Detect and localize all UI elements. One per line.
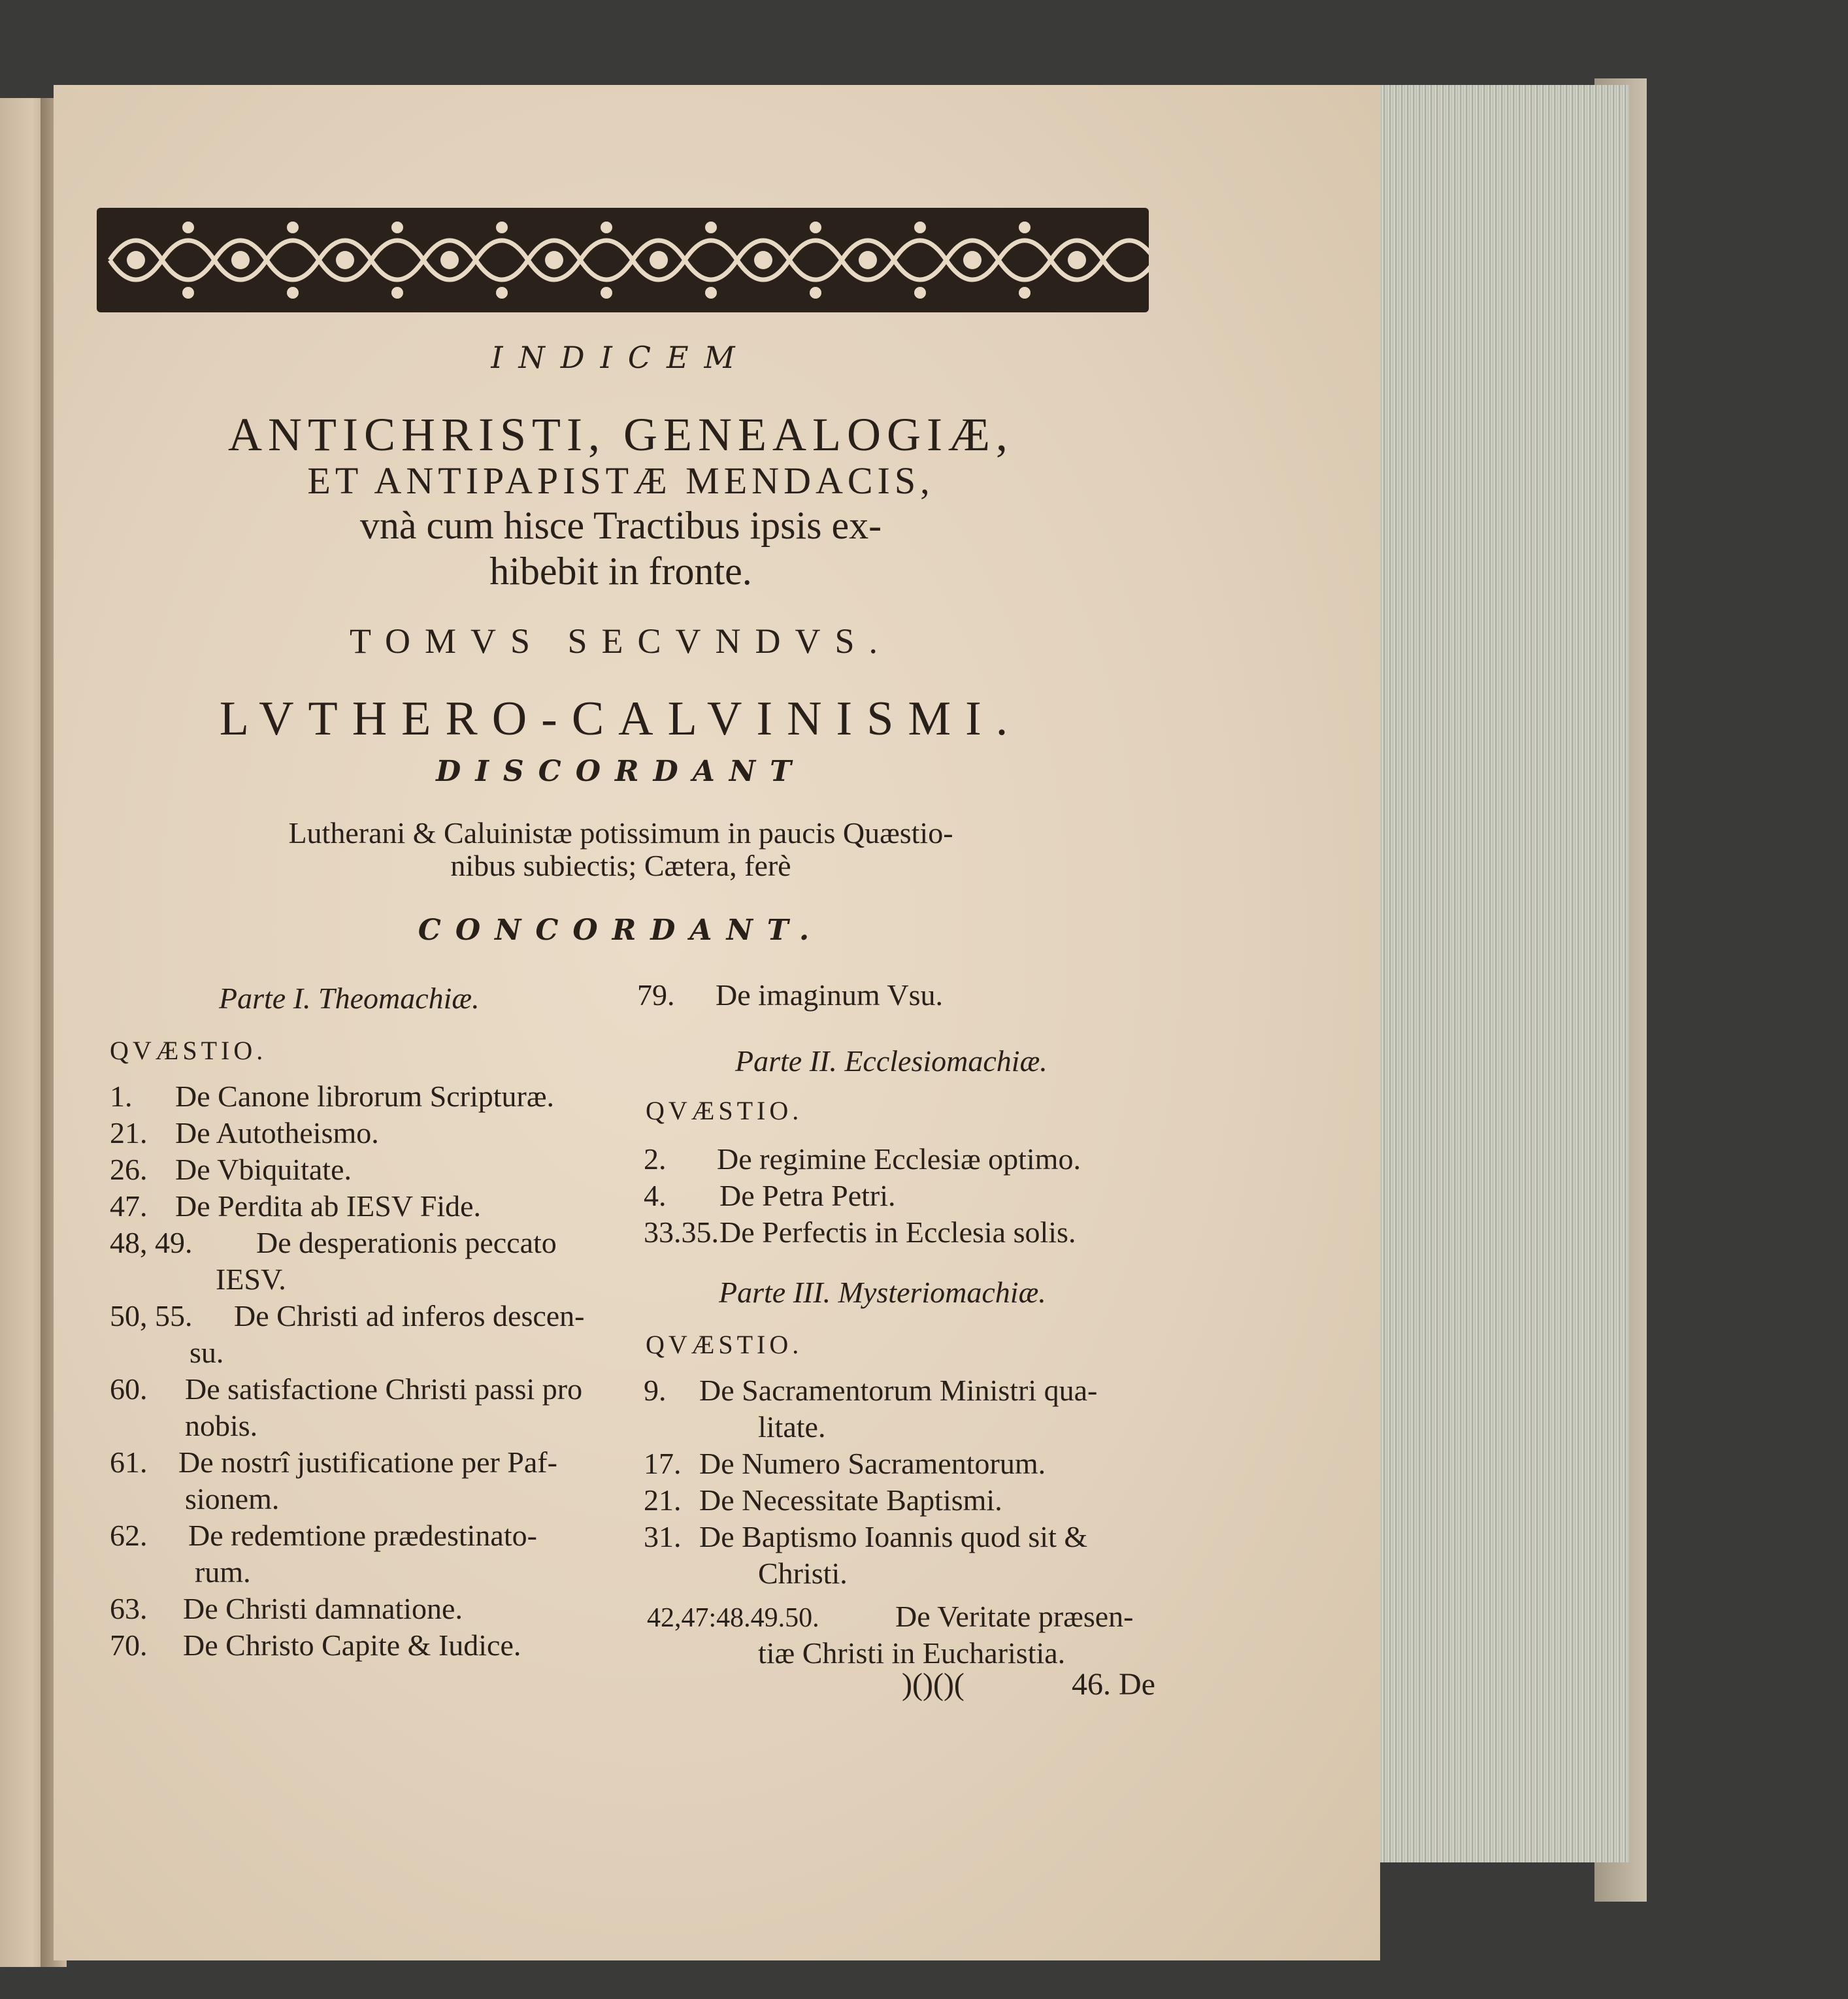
tomus-heading: TOMVS SECVNDVS. xyxy=(349,621,893,661)
list-item: 61. De nostrî justificatione per Paf- xyxy=(110,1446,557,1479)
list-item: 47. De Perdita ab IESV Fide. xyxy=(110,1189,482,1223)
title-line-vna-cum: vnà cum hisce Tractibus ipsis ex- xyxy=(359,504,882,547)
list-item: 50, 55. De Christi ad inferos descen- xyxy=(110,1299,585,1332)
page-block-edge xyxy=(1366,85,1629,1862)
luthero-calvinismi-heading: LVTHERO-CALVINISMI. xyxy=(219,692,1023,746)
title-line-antipapistae: ET ANTIPAPISTÆ MENDACIS, xyxy=(307,459,934,502)
list-item: 70. De Christo Capite & Iudice. xyxy=(110,1628,521,1662)
list-item-continuation: sionem. xyxy=(185,1482,280,1515)
part-1-heading: Parte I. Theomachiæ. xyxy=(219,982,480,1015)
list-item: 31. De Baptismo Ioannis quod sit & xyxy=(644,1520,1088,1553)
list-item: 26. De Vbiquitate. xyxy=(110,1153,352,1186)
list-item: 2. De regimine Ecclesiæ optimo. xyxy=(644,1142,1081,1176)
decorative-headpiece xyxy=(97,208,1149,312)
part-2-heading: Parte II. Ecclesiomachiæ. xyxy=(735,1044,1048,1078)
part-3-heading: Parte III. Mysteriomachiæ. xyxy=(719,1276,1046,1309)
title-line-hibebit: hibebit in fronte. xyxy=(489,550,752,593)
list-item: 63. De Christi damnatione. xyxy=(110,1592,463,1625)
list-item: 1. De Canone librorum Scripturæ. xyxy=(110,1080,555,1113)
list-item-continuation: litate. xyxy=(758,1410,826,1444)
list-item: 17. De Numero Sacramentorum. xyxy=(644,1447,1046,1480)
list-item: 48, 49. De desperationis peccato xyxy=(110,1226,557,1259)
questio-label: QVÆSTIO. xyxy=(646,1330,803,1359)
signature-mark: )()()( xyxy=(902,1667,965,1702)
list-item: 79. De imaginum Vsu. xyxy=(637,978,943,1012)
list-item-continuation: IESV. xyxy=(216,1263,286,1296)
lutherani-line-2: nibus subiectis; Cætera, ferè xyxy=(450,849,791,882)
concordant-heading: CONCORDANT. xyxy=(418,914,824,947)
catchword: 46. De xyxy=(1072,1667,1155,1702)
list-item-continuation: nobis. xyxy=(185,1409,258,1442)
list-item: 21. De Autotheismo. xyxy=(110,1116,379,1149)
list-item: 60. De satisfactione Christi passi pro xyxy=(110,1372,583,1406)
list-item: 4. De Petra Petri. xyxy=(644,1179,896,1212)
list-item: 21. De Necessitate Baptismi. xyxy=(644,1483,1002,1517)
list-item-continuation: tiæ Christi in Eucharistia. xyxy=(758,1636,1066,1670)
list-item: 33.35.De Perfectis in Ecclesia solis. xyxy=(644,1215,1076,1249)
list-item-continuation: rum. xyxy=(195,1555,251,1589)
list-item-continuation: su. xyxy=(190,1336,224,1369)
discordant-heading: DISCORDANT xyxy=(436,755,806,788)
lutherani-line-1: Lutherani & Caluinistæ potissimum in paucis Quæstio- xyxy=(288,816,953,850)
list-item: 62. De redemtione prædestinato- xyxy=(110,1519,537,1552)
title-indicem: INDICEM xyxy=(491,340,751,375)
headpiece-ornament-icon xyxy=(97,208,1149,312)
list-item-continuation: Christi. xyxy=(758,1557,848,1590)
questio-label: QVÆSTIO. xyxy=(110,1036,267,1065)
questio-label: QVÆSTIO. xyxy=(646,1096,803,1125)
list-item: 42,47:48.49.50. De Veritate præsen- xyxy=(647,1600,1134,1633)
title-line-antichristi: ANTICHRISTI, GENEALOGIÆ, xyxy=(228,408,1014,461)
list-item: 9. De Sacramentorum Ministri qua- xyxy=(644,1374,1098,1407)
